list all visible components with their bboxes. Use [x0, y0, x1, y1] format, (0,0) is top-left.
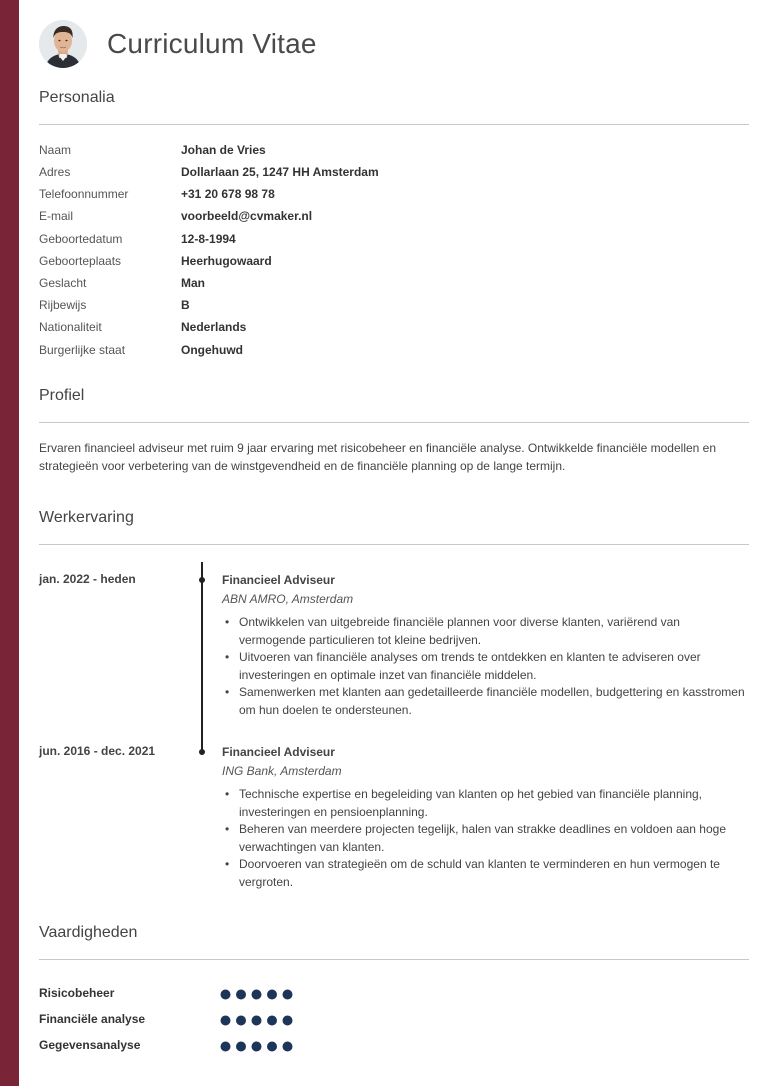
skill-level-dots [220, 1015, 294, 1025]
personalia-row [39, 274, 749, 292]
job-bullet-text: Doorvoeren van strategieën om de schuld van klanten te verminderen en hun vermogen te vergroten. [239, 857, 720, 889]
job-date: jun. 2016 - dec. 2021 [39, 744, 156, 758]
skill-row [39, 1038, 339, 1054]
sidebar-accent-bar [0, 0, 19, 1086]
bullet-icon: • [225, 857, 230, 871]
section-divider [39, 124, 749, 125]
job-bullet-list [222, 614, 749, 719]
job-bullet-text: Technische expertise en begeleiding van klanten op het gebied van financiële planning, investeringen en pensioenplanning. [239, 787, 703, 819]
bullet-icon: • [225, 685, 230, 699]
personalia-label: Geboortedatum [39, 232, 123, 246]
bullet-icon: • [225, 787, 230, 801]
job-date: jan. 2022 - heden [39, 572, 136, 586]
skill-dot [221, 1042, 231, 1052]
skill-dot [267, 1016, 277, 1026]
personalia-value: B [181, 298, 190, 312]
personalia-label: Geslacht [39, 276, 87, 290]
skill-dot [252, 990, 262, 1000]
personalia-value: Ongehuwd [181, 343, 243, 357]
personalia-value: Heerhugowaard [181, 254, 272, 268]
skill-dot [267, 1042, 277, 1052]
skill-dot [283, 1016, 293, 1026]
personalia-value: Nederlands [181, 320, 247, 334]
personalia-label: Telefoonnummer [39, 187, 129, 201]
cv-header [39, 18, 317, 70]
section-divider [39, 959, 749, 960]
skill-name: Gegevensanalyse [39, 1038, 141, 1052]
personalia-row [39, 207, 749, 225]
skill-dot [283, 990, 293, 1000]
section-divider [39, 422, 749, 423]
skill-name: Financiële analyse [39, 1012, 146, 1026]
personalia-value: Man [181, 276, 205, 290]
section-title-vaardigheden: Vaardigheden [39, 924, 138, 941]
skill-dot [236, 990, 246, 1000]
job-bullet [222, 649, 749, 684]
skill-dot [236, 1016, 246, 1026]
job-title: Financieel Adviseur [222, 745, 335, 759]
skill-level-dots [220, 989, 294, 999]
timeline-dot [199, 749, 205, 755]
personalia-label: Nationaliteit [39, 320, 102, 334]
personalia-value: Johan de Vries [181, 143, 266, 157]
timeline-line [201, 562, 203, 752]
skill-dot [283, 1042, 293, 1052]
job-bullet [222, 614, 749, 649]
skill-row [39, 986, 339, 1002]
skill-dot [267, 990, 277, 1000]
personalia-row [39, 185, 749, 203]
skill-dot [221, 1016, 231, 1026]
skill-dot [252, 1016, 262, 1026]
personalia-row [39, 318, 749, 336]
personalia-row [39, 141, 749, 159]
job-bullet [222, 821, 749, 856]
section-title-personalia: Personalia [39, 89, 115, 106]
skill-level-dots [220, 1041, 294, 1051]
personalia-value: 12-8-1994 [181, 232, 236, 246]
timeline-dot [199, 577, 205, 583]
personalia-value: +31 20 678 98 78 [181, 187, 275, 201]
job-bullet-text: Uitvoeren van financiële analyses om trends te ontdekken en klanten te adviseren over investeringen en optimale inzet van financiële middelen. [239, 650, 701, 682]
skill-dot [252, 1042, 262, 1052]
job-bullet [222, 786, 749, 821]
personalia-row [39, 230, 749, 248]
skill-row [39, 1012, 339, 1028]
page-title: Curriculum Vitae [107, 28, 317, 59]
profile-text: Ervaren financieel adviseur met ruim 9 jaar ervaring met risicobeheer en financiële analyse. Ontwikkelde financiële modellen en strategieën voor verbetering van de winstgevendheid en de financiële planning op de lange termijn. [39, 441, 717, 473]
section-title-werkervaring: Werkervaring [39, 509, 134, 526]
bullet-icon: • [225, 822, 230, 836]
personalia-row [39, 252, 749, 270]
personalia-label: Adres [39, 165, 71, 179]
job-bullet-text: Ontwikkelen van uitgebreide financiële plannen voor diverse klanten, variërend van vermogende particulieren tot kleine bedrijven. [239, 615, 680, 647]
job-company: ABN AMRO, Amsterdam [222, 592, 354, 606]
section-title-profiel: Profiel [39, 387, 85, 404]
personalia-label: Naam [39, 143, 72, 157]
job-company: ING Bank, Amsterdam [222, 764, 342, 778]
person-photo-icon [39, 20, 87, 68]
job-bullet [222, 684, 749, 719]
personalia-row [39, 163, 749, 181]
personalia-label: E-mail [39, 209, 74, 223]
personalia-value: voorbeeld@cvmaker.nl [181, 209, 313, 223]
skill-name: Risicobeheer [39, 986, 115, 1000]
personalia-label: Rijbewijs [39, 298, 87, 312]
personalia-value: Dollarlaan 25, 1247 HH Amsterdam [181, 165, 379, 179]
job-bullet-text: Samenwerken met klanten aan gedetailleerde financiële modellen, budgettering en kasstromen om hun doelen te ondersteunen. [239, 685, 745, 717]
skill-dot [221, 990, 231, 1000]
skill-dot [236, 1042, 246, 1052]
job-bullet [222, 856, 749, 891]
personalia-label: Burgerlijke staat [39, 343, 126, 357]
job-bullet-text: Beheren van meerdere projecten tegelijk, halen van strakke deadlines en voldoen aan hoge verwachtingen van klanten. [239, 822, 726, 854]
section-divider [39, 544, 749, 545]
bullet-icon: • [225, 615, 230, 629]
job-title: Financieel Adviseur [222, 573, 335, 587]
job-bullet-list [222, 786, 749, 891]
personalia-row [39, 296, 749, 314]
personalia-row [39, 341, 749, 359]
personalia-label: Geboorteplaats [39, 254, 122, 268]
bullet-icon: • [225, 650, 230, 664]
